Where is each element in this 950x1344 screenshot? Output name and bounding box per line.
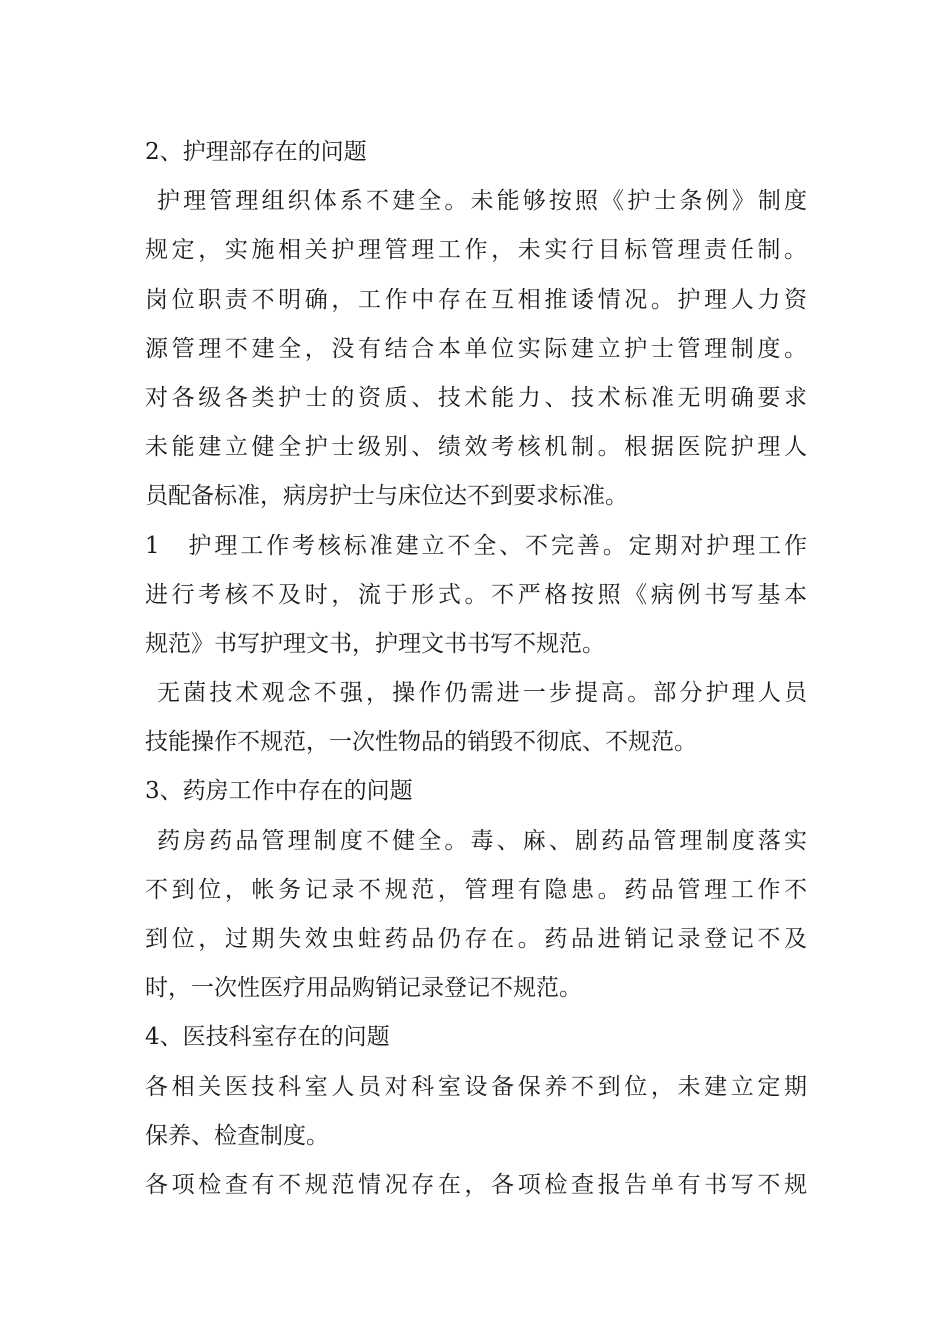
text-line: 规范》书写护理文书，护理文书书写不规范。 <box>145 630 605 657</box>
text-line: 规定，实施相关护理管理工作，未实行目标管理责任制。 <box>145 237 807 264</box>
text-line: 各相关医技科室人员对科室设备保养不到位，未建立定期 <box>145 1073 807 1100</box>
text-line: 药房药品管理制度不健全。毒、麻、剧药品管理制度落实 <box>157 827 807 854</box>
text-line: 时，一次性医疗用品购销记录登记不规范。 <box>145 975 582 1002</box>
text-line: 不到位，帐务记录不规范，管理有隐患。药品管理工作不 <box>145 876 807 903</box>
text-line: 员配备标准，病房护士与床位达不到要求标准。 <box>145 483 628 510</box>
text-line: 3、药房工作中存在的问题 <box>145 778 413 805</box>
text-line: 源管理不建全，没有结合本单位实际建立护士管理制度。 <box>145 335 807 362</box>
text-line: 护理管理组织体系不建全。未能够按照《护士条例》制度 <box>157 188 807 215</box>
text-line: 对各级各类护士的资质、技术能力、技术标准无明确要求 <box>145 384 807 411</box>
text-line: 到位，过期失效虫蛀药品仍存在。药品进销记录登记不及 <box>145 926 807 952</box>
text-line: 2、护理部存在的问题 <box>145 139 367 165</box>
text-line: 技能操作不规范，一次性物品的销毁不彻底、不规范。 <box>145 729 697 756</box>
document-body <box>145 128 807 1210</box>
text-line: 4、医技科室存在的问题 <box>145 1024 390 1051</box>
text-line: 保养、检查制度。 <box>145 1122 329 1149</box>
text-line: 各项检查有不规范情况存在，各项检查报告单有书写不规 <box>145 1171 807 1198</box>
text-line: 无菌技术观念不强，操作仍需进一步提高。部分护理人员 <box>157 680 807 707</box>
text-line: 进行考核不及时，流于形式。不严格按照《病例书写基本 <box>145 581 807 608</box>
text-line: 岗位职责不明确，工作中存在互相推诿情况。护理人力资 <box>145 286 807 313</box>
text-line: 未能建立健全护士级别、绩效考核机制。根据医院护理人 <box>145 434 807 461</box>
text-line: 1 护理工作考核标准建立不全、不完善。定期对护理工作 <box>145 532 807 559</box>
